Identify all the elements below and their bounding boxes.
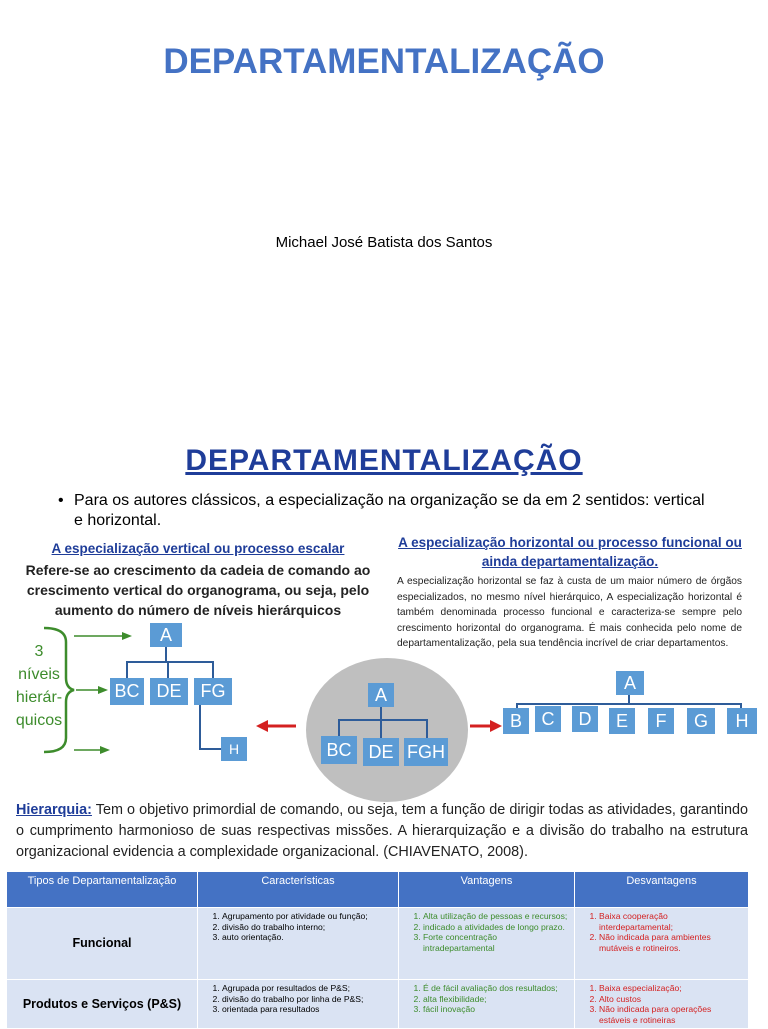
row-desvantagens xyxy=(575,980,749,1029)
connector xyxy=(380,719,382,738)
horizontal-text: A especialização horizontal se faz à custa de um maior número de órgãos especializados, no mesmo nível hierárquico, A especialização horizontal é também denominada processo funcional e caracteriza-se sempre pelo crescimento horizontal do organograma. É mais conhecida pelo nome de departamentalização, pela sua tendência incrível de criar departamentos. xyxy=(397,576,742,649)
list-item: 3. fácil inovação xyxy=(423,1004,570,1015)
connector xyxy=(167,661,169,678)
center-box-a: A xyxy=(368,683,394,707)
list-item: 2. alta flexibilidade; xyxy=(423,994,570,1005)
org-box-bc: BC xyxy=(110,678,144,705)
connector xyxy=(380,706,382,720)
author-name: Michael José Batista dos Santos xyxy=(275,234,493,251)
center-box-bc: BC xyxy=(321,736,357,764)
hierarchy-keyword: Hierarquia: xyxy=(16,802,92,818)
horiz-box-h: H xyxy=(727,708,757,734)
row-caracteristicas xyxy=(198,908,399,980)
header-desvantagens: Desvantagens xyxy=(575,872,749,908)
list-item: 2. indicado a atividades de longo prazo. xyxy=(423,922,570,933)
list-item: 1. Baixa cooperação interdepartamental; xyxy=(599,911,744,932)
list-item: 3. orientada para resultados xyxy=(222,1004,394,1015)
row-tipo: Funcional xyxy=(7,908,198,980)
hierarchy-text: Tem o objetivo primordial de comando, ou seja, tem a função de dirigir todas as atividades, garantindo o cumprimento harmonioso de suas respectivas missões. A hierarquização e a divisão do trabalho na estrutura organizacional evidencia a complexidade organizacional. (CHIAVENATO, 2008). xyxy=(16,802,748,860)
levels-label xyxy=(8,640,70,732)
list-item: 3. auto orientação. xyxy=(222,932,394,943)
row-vantagens xyxy=(399,980,575,1029)
bullet-icon: • xyxy=(58,492,64,509)
horiz-box-f: F xyxy=(648,708,674,734)
org-box-h: H xyxy=(221,737,247,761)
horiz-box-b: B xyxy=(503,708,529,734)
connector xyxy=(126,661,128,678)
row-caracteristicas xyxy=(198,980,399,1029)
horizontal-heading: A especialização horizontal ou processo funcional ou ainda departamentalização. xyxy=(398,535,742,569)
list-item: 1. Alta utilização de pessoas e recursos; xyxy=(423,911,570,922)
connector xyxy=(338,719,340,736)
levels-label-line3: hierár- xyxy=(15,689,63,706)
connector xyxy=(338,719,428,721)
list-item: 2. divisão do trabalho interno; xyxy=(222,922,394,933)
org-box-de: DE xyxy=(150,678,188,705)
connector xyxy=(165,646,167,662)
list-item: 1. É de fácil avaliação dos resultados; xyxy=(423,983,570,994)
list-item: 2. divisão do trabalho por linha de P&S; xyxy=(222,994,394,1005)
horiz-box-g: G xyxy=(687,708,715,734)
connector xyxy=(426,719,428,738)
slide2-title: DEPARTAMENTALIZAÇÃO xyxy=(185,444,583,477)
connector xyxy=(516,703,742,705)
header-vantagens: Vantagens xyxy=(399,872,575,908)
center-box-de: DE xyxy=(363,738,399,766)
list-item: 2. Não indicada para ambientes mutáveis e rotineiros. xyxy=(599,932,744,953)
horiz-box-a: A xyxy=(616,671,644,695)
levels-label-line4: quicos xyxy=(15,712,63,729)
center-box-fgh: FGH xyxy=(404,738,448,766)
org-box-a: A xyxy=(150,623,182,647)
list-item: 1. Agrupada por resultados de P&S; xyxy=(222,983,394,994)
connector xyxy=(199,705,201,749)
slide1-title: DEPARTAMENTALIZAÇÃO xyxy=(163,42,605,81)
header-caracteristicas: Características xyxy=(198,872,399,908)
header-tipos: Tipos de Departamentalização xyxy=(7,872,198,908)
intro-bullet-text: Para os autores clássicos, a especialização na organização se da em 2 sentidos: vertical e horizontal. xyxy=(74,492,705,529)
table-header-row xyxy=(7,872,749,908)
list-item: 3. Não indicada para operações estáveis e rotineiras xyxy=(599,1004,744,1025)
center-circle xyxy=(306,658,468,802)
connector xyxy=(212,661,214,678)
list-item: 2. Alto custos xyxy=(599,994,744,1005)
list-item: 1. Agrupamento por atividade ou função; xyxy=(222,911,394,922)
vertical-text: Refere-se ao crescimento da cadeia de comando ao crescimento vertical do organograma, ou seja, pelo aumento do número de níveis hierárquicos xyxy=(25,562,371,618)
left-arrow-icon xyxy=(256,718,298,734)
table-row xyxy=(7,980,749,1029)
right-arrow-icon xyxy=(468,718,504,734)
horiz-box-d: D xyxy=(572,706,598,732)
connector xyxy=(199,748,221,750)
row-vantagens xyxy=(399,908,575,980)
row-tipo: Produtos e Serviços (P&S) xyxy=(7,980,198,1029)
horiz-box-e: E xyxy=(609,708,635,734)
list-item: 1. Baixa especialização; xyxy=(599,983,744,994)
connector xyxy=(126,661,214,663)
levels-label-line1: 3 xyxy=(34,643,44,660)
vertical-heading: A especialização vertical ou processo escalar xyxy=(51,541,345,556)
table-row xyxy=(7,908,749,980)
horiz-box-c: C xyxy=(535,706,561,732)
levels-label-line2: níveis xyxy=(18,666,60,683)
org-box-fg: FG xyxy=(194,678,232,705)
departmentalization-table xyxy=(6,871,749,1029)
list-item: 3. Forte concentração intradepartamental xyxy=(423,932,570,953)
row-desvantagens xyxy=(575,908,749,980)
hierarchy-paragraph xyxy=(16,800,748,863)
